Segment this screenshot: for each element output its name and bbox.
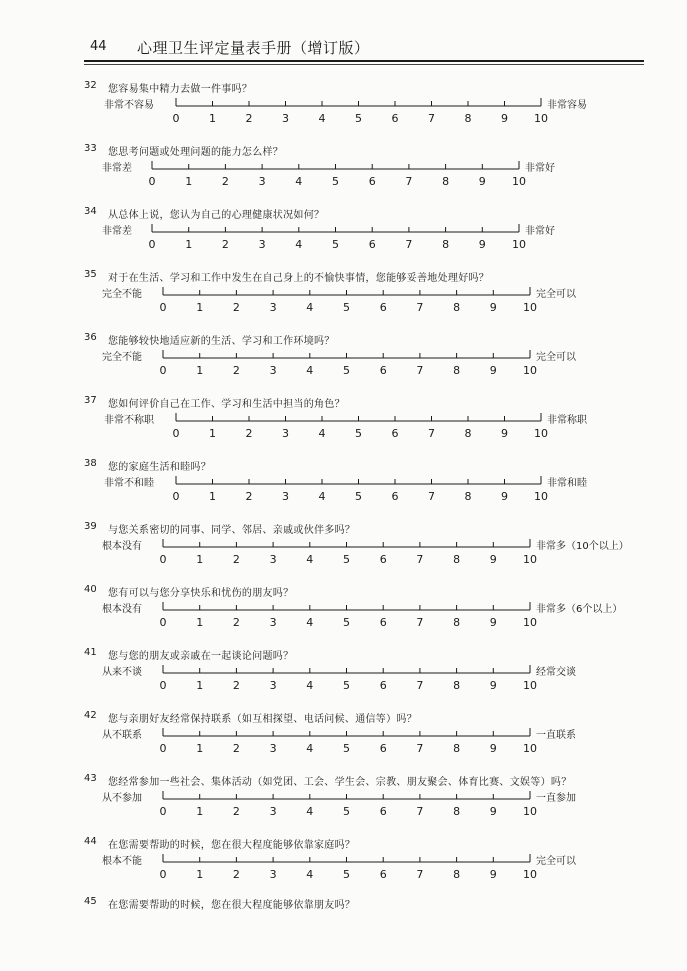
scale-tick-label: 7 — [428, 427, 435, 440]
scale-tick-label: 1 — [209, 112, 216, 125]
scale-tick-label: 2 — [232, 805, 240, 818]
question-text: 对于在生活、学习和工作中发生在自己身上的不愉快事情，您能够妥善地处理好吗？ — [108, 273, 490, 284]
scale-tick-label: 8 — [442, 238, 450, 251]
rating-scale — [0, 647, 687, 692]
scale-tick-label: 7 — [416, 679, 424, 692]
scale-tick-label: 5 — [355, 427, 362, 440]
question-number: 33 — [84, 143, 97, 154]
question-item — [0, 773, 687, 833]
page-header — [0, 0, 687, 72]
scale-tick-label: 10 — [534, 427, 548, 440]
question-number: 39 — [84, 521, 97, 532]
scale-left-label: 非常差 — [102, 226, 132, 237]
scale-tick-label: 9 — [501, 490, 508, 503]
scale-tick-label: 3 — [258, 238, 266, 251]
question-item — [0, 521, 687, 581]
scale-left-label: 从不参加 — [102, 793, 142, 804]
scale-left-label: 完全不能 — [102, 289, 142, 300]
question-item — [0, 206, 687, 266]
scale-tick-label: 4 — [306, 553, 314, 566]
scale-tick-label: 0 — [159, 742, 167, 755]
scale-tick-label: 2 — [232, 679, 240, 692]
book-title: 心理卫生评定量表手册（增订版） — [137, 39, 370, 57]
scale-tick-label: 1 — [196, 301, 204, 314]
question-text: 您思考问题或处理问题的能力怎么样？ — [108, 147, 284, 158]
scale-tick-label: 6 — [379, 616, 387, 629]
rating-scale — [0, 521, 687, 566]
scale-left-label: 非常不容易 — [104, 100, 154, 111]
scale-tick-label: 3 — [269, 805, 277, 818]
scale-tick-label: 0 — [159, 805, 167, 818]
scale-tick-label: 9 — [478, 238, 486, 251]
scale-tick-label: 5 — [332, 175, 339, 188]
scale-right-label: 一直参加 — [536, 793, 576, 804]
scale-tick-label: 8 — [453, 742, 461, 755]
scale-tick-label: 8 — [453, 301, 461, 314]
scale-tick-label: 6 — [379, 553, 387, 566]
question-item — [0, 143, 687, 203]
scale-left-label: 非常差 — [102, 163, 132, 174]
scale-tick-label: 3 — [269, 364, 277, 377]
question-item — [0, 710, 687, 770]
scale-right-label: 非常容易 — [547, 100, 587, 111]
rating-scale — [0, 710, 687, 755]
rating-scale — [0, 395, 687, 440]
scale-tick-label: 9 — [501, 112, 508, 125]
scale-tick-label: 2 — [245, 427, 253, 440]
question-text: 在您需要帮助的时候，您在很大程度能够依靠家庭吗？ — [108, 840, 356, 851]
question-number: 45 — [84, 896, 97, 907]
question-number: 36 — [84, 332, 97, 343]
question-text: 您与亲朋好友经常保持联系（如互相探望、电话问候、通信等）吗？ — [108, 714, 417, 725]
scale-tick-label: 6 — [368, 238, 376, 251]
scale-tick-label: 8 — [453, 868, 461, 881]
question-item — [0, 395, 687, 455]
scale-left-label: 从不联系 — [102, 730, 142, 741]
question-text: 您经常参加一些社会、集体活动（如党团、工会、学生会、宗教、朋友聚会、体育比赛、文娱等）吗？ — [108, 777, 572, 788]
scale-right-label: 完全可以 — [536, 352, 576, 363]
scale-tick-label: 0 — [148, 175, 156, 188]
scale-left-label: 根本没有 — [102, 604, 142, 615]
question-item — [0, 80, 687, 140]
scale-tick-label: 8 — [453, 553, 461, 566]
scale-tick-label: 2 — [221, 238, 229, 251]
scale-tick-label: 7 — [416, 868, 424, 881]
scale-tick-label: 10 — [512, 238, 526, 251]
scale-tick-label: 4 — [318, 112, 326, 125]
rating-scale — [0, 584, 687, 629]
scale-tick-label: 1 — [196, 364, 204, 377]
scale-tick-label: 10 — [523, 301, 537, 314]
scale-tick-label: 9 — [489, 805, 497, 818]
scale-left-label: 完全不能 — [102, 352, 142, 363]
question-number: 41 — [84, 647, 97, 658]
scale-tick-label: 2 — [232, 301, 240, 314]
scale-tick-label: 5 — [355, 112, 362, 125]
scale-tick-label: 5 — [343, 868, 350, 881]
scale-tick-label: 1 — [196, 868, 204, 881]
scale-tick-label: 0 — [159, 301, 167, 314]
scale-tick-label: 4 — [295, 175, 303, 188]
scale-tick-label: 1 — [196, 805, 204, 818]
scale-tick-label: 0 — [159, 616, 167, 629]
scale-tick-label: 7 — [416, 805, 424, 818]
scale-tick-label: 1 — [196, 742, 204, 755]
scale-tick-label: 9 — [489, 301, 497, 314]
rating-scale — [0, 80, 687, 125]
scale-tick-label: 4 — [318, 427, 326, 440]
scale-tick-label: 3 — [269, 868, 277, 881]
scale-tick-label: 8 — [453, 364, 461, 377]
header-rule-thin — [84, 64, 644, 65]
rating-scale — [0, 269, 687, 314]
scale-tick-label: 6 — [391, 427, 399, 440]
scale-tick-label: 9 — [489, 616, 497, 629]
scale-tick-label: 7 — [405, 238, 413, 251]
question-item — [0, 458, 687, 518]
scale-tick-label: 9 — [478, 175, 486, 188]
scale-tick-label: 9 — [489, 742, 497, 755]
question-item — [0, 647, 687, 707]
rating-scale — [0, 773, 687, 818]
scale-tick-label: 6 — [379, 805, 387, 818]
scale-tick-label: 4 — [306, 805, 314, 818]
scale-tick-label: 8 — [453, 679, 461, 692]
scale-tick-label: 3 — [269, 553, 277, 566]
scale-tick-label: 3 — [258, 175, 266, 188]
scale-tick-label: 10 — [523, 805, 537, 818]
scale-tick-label: 5 — [355, 490, 362, 503]
question-text: 在您需要帮助的时候，您在很大程度能够依靠朋友吗？ — [108, 900, 356, 911]
scale-tick-label: 3 — [282, 112, 289, 125]
scale-tick-label: 4 — [318, 490, 326, 503]
scale-tick-label: 1 — [185, 238, 193, 251]
scale-tick-label: 0 — [159, 553, 167, 566]
scale-left-label: 根本不能 — [102, 856, 142, 867]
question-number: 38 — [84, 458, 97, 469]
scale-right-label: 非常好 — [525, 163, 555, 174]
scale-tick-label: 7 — [405, 175, 413, 188]
scale-tick-label: 4 — [295, 238, 303, 251]
scale-tick-label: 5 — [343, 616, 350, 629]
scale-tick-label: 10 — [523, 553, 537, 566]
scale-tick-label: 8 — [453, 616, 461, 629]
scale-tick-label: 5 — [343, 805, 350, 818]
scale-right-label: 完全可以 — [536, 856, 576, 867]
scale-tick-label: 4 — [306, 679, 314, 692]
scale-tick-label: 10 — [512, 175, 526, 188]
scale-right-label: 非常和睦 — [547, 478, 587, 489]
scale-tick-label: 8 — [464, 427, 472, 440]
scale-tick-label: 0 — [159, 679, 167, 692]
question-number: 44 — [84, 836, 97, 847]
question-number: 40 — [84, 584, 97, 595]
scale-tick-label: 5 — [332, 238, 339, 251]
scale-tick-label: 10 — [523, 364, 537, 377]
scale-tick-label: 7 — [416, 616, 424, 629]
question-item — [0, 332, 687, 392]
scale-tick-label: 3 — [282, 490, 289, 503]
scale-tick-label: 10 — [523, 616, 537, 629]
rating-scale — [0, 836, 687, 881]
scale-tick-label: 8 — [464, 490, 472, 503]
scale-tick-label: 10 — [534, 112, 548, 125]
scale-left-label: 非常不称职 — [104, 415, 154, 426]
scale-tick-label: 1 — [185, 175, 193, 188]
scale-tick-label: 7 — [428, 112, 435, 125]
question-text: 您能够较快地适应新的生活、学习和工作环境吗？ — [108, 336, 335, 347]
scale-tick-label: 8 — [464, 112, 472, 125]
scale-tick-label: 7 — [416, 364, 424, 377]
scale-tick-label: 6 — [391, 490, 399, 503]
scale-tick-label: 2 — [232, 364, 240, 377]
scale-tick-label: 1 — [196, 553, 204, 566]
scale-tick-label: 2 — [232, 616, 240, 629]
scale-tick-label: 4 — [306, 364, 314, 377]
scale-right-label: 经常交谈 — [536, 667, 576, 678]
scale-tick-label: 3 — [269, 742, 277, 755]
scale-tick-label: 2 — [221, 175, 229, 188]
scale-tick-label: 5 — [343, 679, 350, 692]
scale-tick-label: 6 — [379, 301, 387, 314]
page-number: 44 — [90, 39, 107, 54]
scale-right-label: 非常多（6个以上） — [536, 604, 623, 615]
scale-tick-label: 3 — [269, 301, 277, 314]
scale-tick-label: 0 — [172, 112, 180, 125]
scale-tick-label: 0 — [148, 238, 156, 251]
question-number: 32 — [84, 80, 97, 91]
scale-tick-label: 3 — [269, 616, 277, 629]
scale-tick-label: 2 — [232, 868, 240, 881]
scale-tick-label: 3 — [282, 427, 289, 440]
question-text: 您有可以与您分享快乐和忧伤的朋友吗？ — [108, 588, 294, 599]
scale-tick-label: 1 — [196, 679, 204, 692]
scale-tick-label: 5 — [343, 553, 350, 566]
header-rule — [84, 60, 644, 62]
scale-tick-label: 0 — [172, 490, 180, 503]
scale-tick-label: 0 — [159, 868, 167, 881]
scale-tick-label: 3 — [269, 679, 277, 692]
scale-tick-label: 0 — [159, 364, 167, 377]
rating-scale — [0, 458, 687, 503]
scale-tick-label: 2 — [232, 553, 240, 566]
scale-tick-label: 2 — [232, 742, 240, 755]
scale-tick-label: 4 — [306, 616, 314, 629]
scale-tick-label: 10 — [523, 742, 537, 755]
scale-left-label: 非常不和睦 — [104, 478, 154, 489]
scale-tick-label: 1 — [209, 490, 216, 503]
scale-tick-label: 1 — [209, 427, 216, 440]
scale-tick-label: 6 — [379, 679, 387, 692]
question-text: 您与您的朋友或亲戚在一起谈论问题吗？ — [108, 651, 294, 662]
question-text: 您容易集中精力去做一件事吗？ — [108, 84, 253, 95]
question-number: 43 — [84, 773, 97, 784]
scale-right-label: 非常多（10个以上） — [536, 541, 629, 552]
scale-tick-label: 4 — [306, 868, 314, 881]
rating-scale — [0, 143, 687, 188]
scale-tick-label: 6 — [379, 364, 387, 377]
rating-scale — [0, 206, 687, 251]
scale-right-label: 非常称职 — [547, 415, 587, 426]
scale-tick-label: 6 — [368, 175, 376, 188]
scale-tick-label: 4 — [306, 301, 314, 314]
scale-right-label: 一直联系 — [536, 730, 576, 741]
scale-tick-label: 9 — [489, 679, 497, 692]
question-text: 您的家庭生活和睦吗？ — [108, 462, 211, 473]
question-text: 与您关系密切的同事、同学、邻居、亲戚或伙伴多吗？ — [108, 525, 356, 536]
scale-tick-label: 9 — [489, 553, 497, 566]
scale-tick-label: 5 — [343, 742, 350, 755]
scale-tick-label: 7 — [416, 301, 424, 314]
question-item — [0, 896, 687, 956]
question-text: 您如何评价自己在工作、学习和生活中担当的角色？ — [108, 399, 345, 410]
scale-tick-label: 10 — [523, 868, 537, 881]
scale-tick-label: 8 — [453, 805, 461, 818]
scale-tick-label: 6 — [379, 868, 387, 881]
question-number: 35 — [84, 269, 97, 280]
scale-tick-label: 5 — [343, 364, 350, 377]
scale-tick-label: 2 — [245, 112, 253, 125]
question-item — [0, 584, 687, 644]
scale-tick-label: 6 — [391, 112, 399, 125]
scale-left-label: 从来不谈 — [102, 667, 142, 678]
scale-right-label: 完全可以 — [536, 289, 576, 300]
scale-tick-label: 4 — [306, 742, 314, 755]
scale-tick-label: 8 — [442, 175, 450, 188]
scale-tick-label: 7 — [416, 553, 424, 566]
scale-tick-label: 10 — [523, 679, 537, 692]
scale-right-label: 非常好 — [525, 226, 555, 237]
scale-tick-label: 5 — [343, 301, 350, 314]
scale-tick-label: 6 — [379, 742, 387, 755]
question-text: 从总体上说，您认为自己的心理健康状况如何？ — [108, 210, 325, 221]
scale-tick-label: 7 — [416, 742, 424, 755]
scale-tick-label: 9 — [501, 427, 508, 440]
question-item — [0, 836, 687, 896]
question-number: 42 — [84, 710, 97, 721]
scale-tick-label: 9 — [489, 868, 497, 881]
scale-tick-label: 2 — [245, 490, 253, 503]
question-number: 34 — [84, 206, 97, 217]
scale-tick-label: 9 — [489, 364, 497, 377]
scale-tick-label: 1 — [196, 616, 204, 629]
question-number: 37 — [84, 395, 97, 406]
rating-scale — [0, 332, 687, 377]
scale-tick-label: 10 — [534, 490, 548, 503]
question-item — [0, 269, 687, 329]
scale-tick-label: 0 — [172, 427, 180, 440]
scale-left-label: 根本没有 — [102, 541, 142, 552]
scale-tick-label: 7 — [428, 490, 435, 503]
